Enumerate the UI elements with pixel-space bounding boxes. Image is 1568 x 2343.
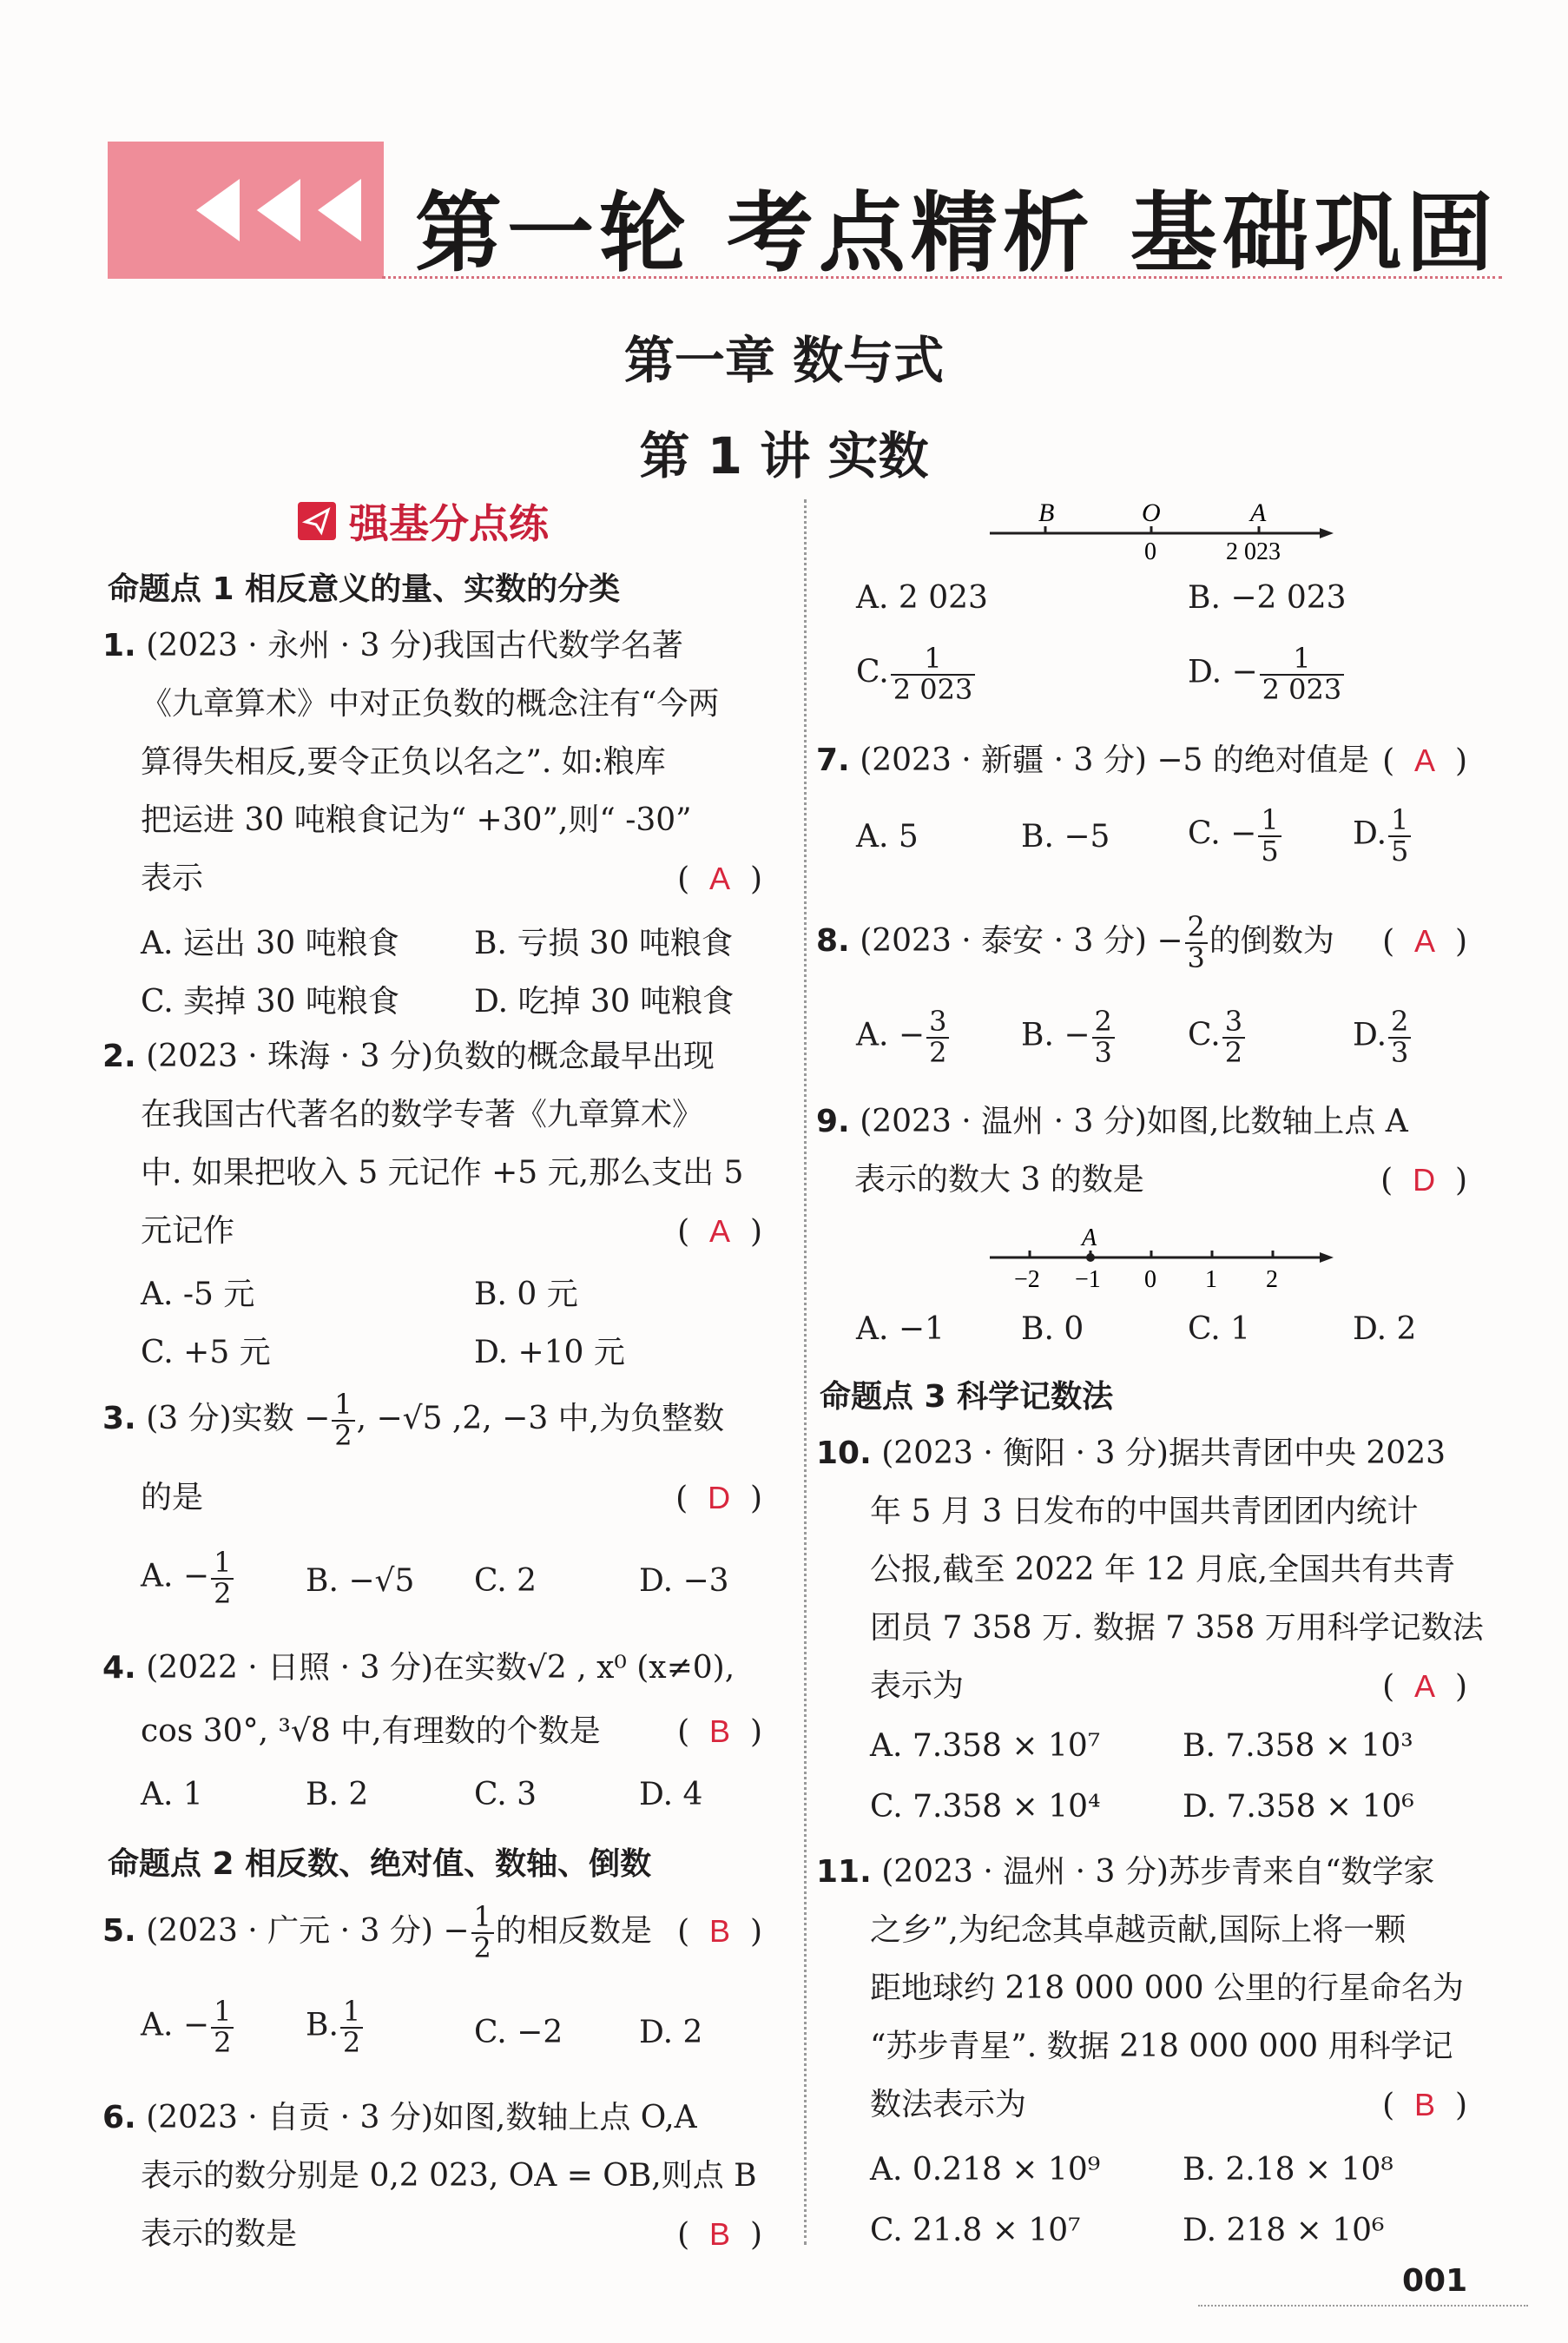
option-b: B. −5 (1021, 819, 1110, 855)
frac-numerator: 2 (1185, 913, 1208, 944)
option-c: C. −2 (474, 2015, 563, 2050)
question-number: 9. (816, 1104, 850, 1139)
answer: B (709, 2216, 731, 2252)
frac-numerator: 3 (926, 1007, 949, 1039)
frac-numerator: 1 (211, 1997, 234, 2029)
frac-numerator: 1 (1260, 644, 1345, 676)
point-a (1086, 1253, 1095, 1262)
frac-numerator: 3 (1222, 1007, 1245, 1039)
q2-line: 在我国古代著名的数学专著《九章算术》 (141, 1097, 704, 1132)
option-d-text: D. − (1188, 654, 1258, 690)
q11-line: 数法表示为 (870, 2087, 1027, 2122)
frac-denominator: 2 (473, 1931, 491, 1964)
section-label: 强基分点练 (349, 500, 549, 547)
option-d (1353, 803, 1413, 868)
option-a: A. 运出 30 吨粮食 (141, 926, 399, 961)
option-a (141, 1997, 235, 2057)
option-c: C. +5 元 (141, 1335, 271, 1370)
option-a: A. 1 (141, 1777, 203, 1812)
option-a-text: A. − (856, 1017, 926, 1053)
answer-bracket: ( B ) (1382, 2087, 1467, 2123)
frac-denominator: 2 (929, 1035, 947, 1069)
frac-denominator: 5 (1391, 834, 1409, 868)
q7-stem: (2023 · 新疆 · 3 分) −5 的绝对值是 (860, 742, 1369, 778)
q10-line: 年 5 月 3 日发布的中国共青团团内统计 (870, 1494, 1419, 1529)
question-number: 4. (102, 1650, 136, 1686)
q10-line: 公报,截至 2022 年 12 月底,全国共有共青 (870, 1552, 1456, 1587)
option-b: B. −√5 (306, 1563, 415, 1599)
q6-line: (2023 · 自贡 · 3 分)如图,数轴上点 O,A (146, 2100, 697, 2135)
axis-arrow (1320, 528, 1334, 538)
option-a: A. −1 (856, 1311, 945, 1347)
question-5 (102, 1902, 762, 1964)
tick-label: −2 (1014, 1266, 1040, 1293)
frac-numerator: 1 (1258, 806, 1281, 837)
answer-bracket: ( A ) (1382, 1668, 1467, 1705)
q9-number-line (990, 1224, 1337, 1294)
frac-denominator: 5 (1261, 834, 1279, 868)
question-4 (102, 1639, 762, 1760)
q2-line: (2023 · 珠海 · 3 分)负数的概念最早出现 (146, 1039, 715, 1074)
topic-2: 命题点 2 相反数、绝对值、数轴、倒数 (108, 1846, 652, 1882)
tick-label: 0 (1144, 1266, 1156, 1293)
answer-bracket: ( B ) (677, 2216, 762, 2253)
q2-line: 元记作 (141, 1213, 235, 1249)
question-7 (816, 731, 1467, 789)
q9-line: 表示的数大 3 的数是 (854, 1162, 1144, 1198)
q6-line: 表示的数分别是 0,2 023, OA = OB,则点 B (141, 2158, 757, 2194)
answer-bracket: ( A ) (1382, 923, 1467, 960)
question-number: 8. (816, 923, 850, 959)
answer: A (709, 861, 731, 896)
tick-label: 1 (1205, 1266, 1217, 1293)
option-b: B. −2 023 (1188, 580, 1347, 616)
q11-line: 距地球约 218 000 000 公里的行星命名为 (870, 1970, 1464, 2006)
q6-line: 表示的数是 (141, 2216, 298, 2252)
answer-bracket: ( B ) (677, 1713, 762, 1750)
option-a: A. 5 (856, 819, 919, 855)
tick-label-2023: 2 023 (1226, 538, 1281, 564)
option-a-text: A. − (141, 1558, 210, 1594)
answer: A (1414, 742, 1436, 778)
answer-bracket: ( B ) (677, 1913, 762, 1950)
option-c: C. 3 (474, 1777, 537, 1812)
question-number: 11. (816, 1854, 872, 1890)
q1-line: (2023 · 永州 · 3 分)我国古代数学名著 (146, 628, 683, 663)
frac-numerator: 1 (1388, 806, 1411, 837)
label-b: B (1038, 498, 1055, 527)
paper-plane-icon (297, 501, 337, 541)
option-b: B. 2.18 × 10⁸ (1183, 2152, 1393, 2188)
option-d: D. 218 × 10⁶ (1183, 2213, 1385, 2248)
frac-numerator: 1 (332, 1390, 354, 1422)
question-number: 6. (102, 2100, 136, 2135)
q6-number-line (990, 495, 1337, 564)
option-d: D. 2 (639, 2015, 703, 2050)
question-11 (816, 1843, 1467, 2134)
answer: A (709, 1213, 731, 1249)
option-a (856, 1007, 951, 1067)
question-number: 3. (102, 1401, 136, 1436)
q9-line: (2023 · 温州 · 3 分)如图,比数轴上点 A (860, 1104, 1408, 1139)
option-b: B. 7.358 × 10³ (1183, 1728, 1413, 1764)
option-d (1188, 644, 1346, 704)
q4-line: cos 30°, ³√8 中,有理数的个数是 (141, 1713, 601, 1749)
tick-label: 2 (1266, 1266, 1278, 1293)
option-a: A. 0.218 × 10⁹ (870, 2152, 1101, 2188)
answer-bracket: ( A ) (677, 1213, 762, 1250)
frac-denominator: 3 (1094, 1035, 1112, 1069)
section-heading (297, 493, 549, 549)
q3-stem: (3 分)实数 − (146, 1401, 331, 1436)
option-c: C. 7.358 × 10⁴ (870, 1789, 1101, 1825)
frac-denominator: 3 (1187, 941, 1205, 974)
q1-line: 算得失相反,要令正负以名之”. 如:粮库 (141, 744, 666, 780)
question-3 (102, 1389, 762, 1527)
q11-line: “苏步青星”. 数据 218 000 000 用科学记 (870, 2029, 1453, 2064)
frac-numerator: 1 (211, 1548, 234, 1580)
option-c: C. 2 (474, 1563, 537, 1599)
q10-line: (2023 · 衡阳 · 3 分)据共青团中央 2023 (881, 1436, 1446, 1471)
question-8 (816, 912, 1467, 974)
question-number: 1. (102, 628, 136, 663)
q8-stem: 的倒数为 (1209, 923, 1334, 959)
frac-denominator: 2 (334, 1419, 352, 1452)
frac-denominator: 2 (1224, 1035, 1243, 1069)
tick-label: −1 (1075, 1266, 1101, 1293)
option-b: B. 亏损 30 吨粮食 (474, 926, 734, 961)
question-9 (816, 1092, 1467, 1209)
option-d-text: D. (1353, 1017, 1387, 1053)
option-a: A. 7.358 × 10⁷ (870, 1728, 1101, 1764)
answer-bracket: ( A ) (1382, 742, 1467, 779)
answer-bracket: ( D ) (1380, 1162, 1467, 1198)
question-10 (816, 1424, 1484, 1715)
q10-line: 表示为 (870, 1668, 965, 1704)
option-b (1021, 1007, 1117, 1067)
option-c (856, 644, 977, 704)
q1-line: 《九章算术》中对正负数的概念注有“今两 (141, 686, 720, 722)
q11-line: 之乡”,为纪念其卓越贡献,国际上将一颗 (870, 1912, 1407, 1948)
question-number: 7. (816, 742, 850, 778)
main-title: 第一轮 考点精析 基础巩固 (415, 182, 1499, 284)
q5-stem: (2023 · 广元 · 3 分) − (146, 1913, 470, 1949)
answer: D (708, 1479, 731, 1515)
label-a: A (1082, 1224, 1097, 1251)
frac-denominator: 2 023 (893, 672, 973, 706)
option-c (1188, 1007, 1247, 1067)
option-c: C. 卖掉 30 吨粮食 (141, 984, 399, 1020)
frac-numerator: 1 (891, 644, 976, 676)
title-divider (382, 276, 1502, 279)
answer: B (1414, 2087, 1436, 2122)
option-d: D. −3 (639, 1563, 729, 1599)
rewind-arrows-icon (196, 175, 370, 245)
answer: B (709, 1913, 731, 1949)
answer: D (1413, 1162, 1436, 1198)
option-b: B. 0 (1021, 1311, 1084, 1347)
option-d: D. 4 (639, 1777, 703, 1812)
label-o: O (1142, 498, 1161, 527)
option-d: D. 2 (1353, 1311, 1417, 1347)
q8-stem: (2023 · 泰安 · 3 分) − (860, 923, 1183, 959)
option-b (306, 1997, 365, 2057)
q10-line: 团员 7 358 万. 数据 7 358 万用科学记数法 (870, 1610, 1484, 1646)
option-c: C. 1 (1188, 1311, 1251, 1347)
answer: A (1414, 1668, 1436, 1704)
answer-bracket: ( D ) (675, 1479, 762, 1516)
label-a: A (1250, 498, 1267, 527)
option-b-text: B. − (1021, 1017, 1090, 1053)
option-b: B. 2 (306, 1777, 369, 1812)
frac-numerator: 2 (1388, 1007, 1411, 1039)
option-d: D. 吃掉 30 吨粮食 (474, 984, 735, 1020)
q3-stem: , −√5 ,2, −3 中,为负整数 (356, 1401, 725, 1436)
frac-denominator: 2 023 (1262, 672, 1342, 706)
frac-denominator: 2 (214, 2025, 232, 2059)
question-number: 2. (102, 1039, 136, 1074)
answer: B (709, 1713, 731, 1749)
column-divider (804, 499, 807, 2245)
footer-divider (1198, 2305, 1528, 2307)
answer: A (1414, 923, 1436, 959)
option-c (1188, 803, 1283, 868)
answer-bracket: ( A ) (677, 861, 762, 897)
page-number: 001 (1402, 2263, 1468, 2299)
option-d: D. 7.358 × 10⁶ (1183, 1789, 1414, 1825)
q11-line: (2023 · 温州 · 3 分)苏步青来自“数学家 (881, 1854, 1435, 1890)
q4-line: (2022 · 日照 · 3 分)在实数√2 , x⁰ (x≠0), (146, 1650, 735, 1686)
q1-line: 把运进 30 吨粮食记为“ +30”,则“ -30” (141, 802, 692, 838)
question-2 (102, 1027, 762, 1260)
option-b: B. 0 元 (474, 1277, 578, 1312)
option-d (1353, 1007, 1413, 1067)
lesson-title: 第 1 讲 实数 (639, 426, 929, 485)
q5-stem: 的相反数是 (495, 1913, 652, 1949)
q3-line: 的是 (141, 1479, 204, 1515)
chapter-title: 第一章 数与式 (623, 331, 945, 390)
frac-numerator: 1 (471, 1903, 494, 1934)
option-a (141, 1548, 235, 1608)
topic-3: 命题点 3 科学记数法 (820, 1379, 1114, 1415)
option-c: C. 21.8 × 10⁷ (870, 2213, 1081, 2248)
question-number: 5. (102, 1913, 136, 1949)
option-c-text: C. (856, 654, 889, 690)
topic-1: 命题点 1 相反意义的量、实数的分类 (108, 571, 621, 607)
option-d: D. +10 元 (474, 1335, 625, 1370)
q1-line: 表示 (141, 861, 204, 896)
question-6 (102, 2089, 762, 2263)
option-b-text: B. (306, 2007, 339, 2043)
option-c-text: C. (1188, 1017, 1221, 1053)
frac-numerator: 2 (1092, 1007, 1115, 1039)
frac-numerator: 1 (340, 1997, 363, 2029)
option-c-text: C. − (1188, 815, 1257, 852)
question-number: 10. (816, 1436, 872, 1471)
tick-label-0: 0 (1144, 538, 1156, 564)
frac-denominator: 2 (342, 2025, 361, 2059)
option-d-text: D. (1353, 815, 1387, 852)
frac-denominator: 3 (1391, 1035, 1409, 1069)
option-a: A. -5 元 (141, 1277, 255, 1312)
option-a-text: A. − (141, 2007, 210, 2043)
frac-denominator: 2 (214, 1576, 232, 1610)
question-1 (102, 617, 762, 908)
option-a: A. 2 023 (856, 580, 988, 616)
q2-line: 中. 如果把收入 5 元记作 +5 元,那么支出 5 (141, 1155, 744, 1191)
axis-arrow (1320, 1252, 1334, 1263)
